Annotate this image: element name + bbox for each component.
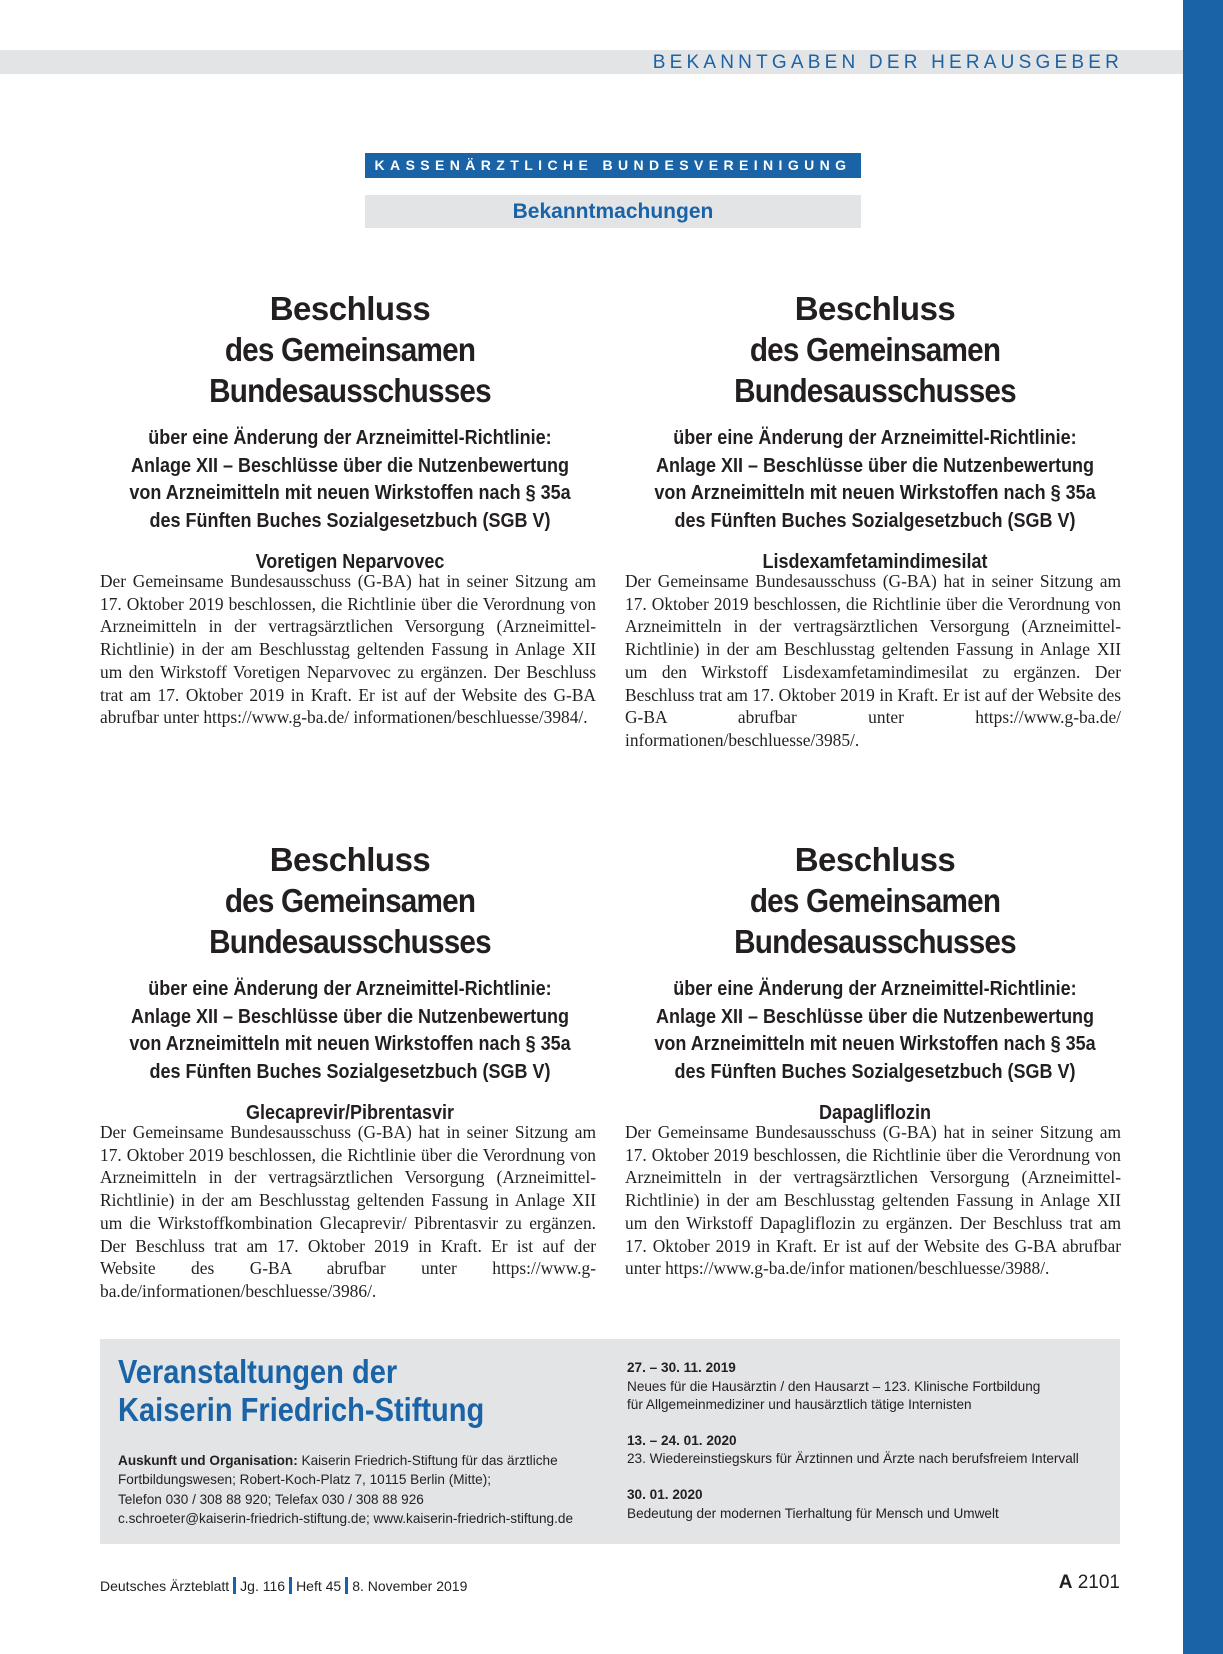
- footer-separator: [289, 1577, 292, 1594]
- events-title-line: Veranstaltungen der: [118, 1353, 398, 1390]
- subtitle-line: von Arzneimitteln mit neuen Wirkstoffen nach § 35a: [654, 482, 1096, 504]
- subtitle-line: über eine Änderung der Arzneimittel-Richtlinie:: [148, 427, 552, 449]
- footer-date: 8. November 2019: [352, 1578, 468, 1594]
- event-item: [627, 1486, 1107, 1523]
- events-title-line: Kaiserin Friedrich-Stiftung: [118, 1391, 485, 1428]
- article-title: Beschluss: [269, 841, 431, 878]
- footer-journal: Deutsches Ärzteblatt: [100, 1578, 230, 1594]
- subtitle-line: Anlage XII – Beschlüsse über die Nutzenbewertung: [655, 1005, 1095, 1028]
- contact-web[interactable]: c.schroeter@kaiserin-friedrich-stiftung.de; www.kaiserin-friedrich-stiftung.de: [118, 1510, 574, 1526]
- event-date: 13. – 24. 01. 2020: [627, 1432, 737, 1448]
- article-heading: [70, 288, 630, 576]
- subtitle-line: über eine Änderung der Arzneimittel-Richtlinie:: [673, 978, 1077, 1000]
- subtitle-line: Anlage XII – Beschlüsse über die Nutzenbewertung: [655, 454, 1095, 477]
- events-contact: [118, 1451, 638, 1528]
- page-number: [1059, 1572, 1120, 1594]
- article-title: Beschluss: [269, 290, 431, 327]
- event-item: [627, 1432, 1107, 1469]
- subtitle-line: von Arzneimitteln mit neuen Wirkstoffen nach § 35a: [129, 482, 571, 504]
- subtitle-line: Anlage XII – Beschlüsse über die Nutzenbewertung: [130, 1005, 570, 1028]
- contact-text: Kaiserin Friedrich-Stiftung für das ärztliche: [297, 1453, 558, 1468]
- category-banner: Bekanntmachungen: [365, 195, 861, 228]
- article-body: Der Gemeinsame Bundesausschuss (G-BA) hat in seiner Sitzung am 17. Oktober 2019 beschlossen, die Richtlinie über die Verordnung von Arzneimitteln in der vertragsärztlichen Versorgung (Arzneimittel-Richtlinie) in der am Beschlusstag geltenden Fassung in Anlage XII um die Wirkstoffkombination Glecaprevir/ Pibrentasvir zu ergänzen. Der Beschluss trat am 17. Oktober 2019 in Kraft. Er ist auf der Website des G-BA abrufbar unter https://www.g-ba.de/informationen/beschluesse/3986/.: [100, 1122, 596, 1301]
- side-color-band: [1183, 0, 1223, 1654]
- page-prefix: A: [1058, 1572, 1073, 1593]
- article-subtitle: [623, 976, 1127, 1086]
- footer-separator: [233, 1577, 236, 1594]
- drug-name: Dapagliflozin: [818, 1102, 931, 1124]
- subtitle-line: des Fünften Buches Sozialgesetzbuch (SGB V): [149, 1060, 551, 1083]
- drug-name: Glecaprevir/Pibrentasvir: [245, 1102, 455, 1124]
- event-item: [627, 1359, 1107, 1415]
- subtitle-line: des Fünften Buches Sozialgesetzbuch (SGB V): [149, 509, 551, 532]
- article-subtitle: [623, 425, 1127, 535]
- drug-name: Lisdexamfetamindimesilat: [762, 551, 988, 573]
- article-heading: [595, 288, 1155, 576]
- article-body: Der Gemeinsame Bundesausschuss (G-BA) hat in seiner Sitzung am 17. Oktober 2019 beschlossen, die Richtlinie über die Verordnung von Arzneimitteln in der vertragsärztlichen Versorgung (Arzneimittel-Richtlinie) in der am Beschlusstag geltenden Fassung in Anlage XII um den Wirkstoff Dapagliflozin zu ergänzen. Der Beschluss trat am 17. Oktober 2019 in Kraft. Er ist auf der Website des G-BA abrufbar unter https://www.g-ba.de/infor mationen/beschluesse/3988/.: [625, 1122, 1121, 1279]
- article-title-line2: des Gemeinsamen Bundesausschusses: [734, 331, 1016, 409]
- footer-separator: [345, 1577, 348, 1594]
- footer-volume: Jg. 116: [240, 1578, 286, 1594]
- article-title-line2: des Gemeinsamen Bundesausschusses: [209, 331, 491, 409]
- section-header-strip: [0, 50, 1183, 74]
- article-title-line2: des Gemeinsamen Bundesausschusses: [209, 882, 491, 960]
- page-footer: [100, 1572, 1120, 1597]
- article-title: Beschluss: [794, 290, 956, 327]
- subtitle-line: des Fünften Buches Sozialgesetzbuch (SGB V): [674, 509, 1076, 532]
- event-date: 27. – 30. 11. 2019: [627, 1360, 736, 1375]
- contact-label: Auskunft und Organisation:: [118, 1453, 298, 1468]
- article-title-line2: des Gemeinsamen Bundesausschusses: [734, 882, 1016, 960]
- drug-name: Voretigen Neparvovec: [255, 551, 445, 573]
- subtitle-line: über eine Änderung der Arzneimittel-Richtlinie:: [673, 427, 1077, 449]
- subtitle-line: von Arzneimitteln mit neuen Wirkstoffen nach § 35a: [129, 1033, 571, 1055]
- article-title: Beschluss: [794, 841, 956, 878]
- event-description: für Allgemeinmediziner und hausärztlich tätige Internisten: [627, 1397, 972, 1413]
- subtitle-line: über eine Änderung der Arzneimittel-Richtlinie:: [148, 978, 552, 1000]
- article-subtitle: [98, 976, 602, 1086]
- section-header-label: BEKANNTGABEN DER HERAUSGEBER: [652, 52, 1123, 73]
- event-date: 30. 01. 2020: [627, 1486, 703, 1502]
- event-description: 23. Wiedereinstiegskurs für Ärztinnen und Ärzte nach berufsfreiem Intervall: [627, 1451, 1079, 1467]
- event-description: Neues für die Hausärztin / den Hausarzt – 123. Klinische Fortbildung: [627, 1378, 1041, 1394]
- events-list: [627, 1359, 1107, 1540]
- article-heading: [595, 839, 1155, 1127]
- event-description: Bedeutung der modernen Tierhaltung für Mensch und Umwelt: [627, 1505, 999, 1521]
- article-heading: [70, 839, 630, 1127]
- article-body: Der Gemeinsame Bundesausschuss (G-BA) hat in seiner Sitzung am 17. Oktober 2019 beschlossen, die Richtlinie über die Verordnung von Arzneimitteln in der vertragsärztlichen Versorgung (Arzneimittel-Richtlinie) in der am Beschlusstag geltenden Fassung in Anlage XII um den Wirkstoff Lisdexamfetamindimesilat zu ergänzen. Der Beschluss trat am 17. Oktober 2019 in Kraft. Er ist auf der Website des G-BA abrufbar unter https://www.g-ba.de/ informationen/beschluesse/3985/.: [625, 571, 1121, 750]
- page-number-value: 2101: [1077, 1572, 1120, 1593]
- organization-banner: KASSENÄRZTLICHE BUNDESVEREINIGUNG: [365, 153, 861, 178]
- events-box: [100, 1339, 1120, 1544]
- article-body: Der Gemeinsame Bundesausschuss (G-BA) hat in seiner Sitzung am 17. Oktober 2019 beschlossen, die Richtlinie über die Verordnung von Arzneimitteln in der vertragsärztlichen Versorgung (Arzneimittel-Richtlinie) in der am Beschlusstag geltenden Fassung in Anlage XII um den Wirkstoff Voretigen Neparvovec zu ergänzen. Der Beschluss trat am 17. Oktober 2019 in Kraft. Er ist auf der Website des G-BA abrufbar unter https://www.g-ba.de/ informationen/beschluesse/3984/.: [100, 571, 596, 728]
- events-title: [118, 1353, 484, 1429]
- contact-phone: Telefon 030 / 308 88 920; Telefax 030 / 308 88 926: [118, 1491, 424, 1507]
- contact-address: Fortbildungswesen; Robert-Koch-Platz 7, 10115 Berlin (Mitte);: [118, 1472, 491, 1488]
- article-subtitle: [98, 425, 602, 535]
- subtitle-line: des Fünften Buches Sozialgesetzbuch (SGB V): [674, 1060, 1076, 1083]
- footer-issue: Heft 45: [296, 1578, 342, 1594]
- subtitle-line: von Arzneimitteln mit neuen Wirkstoffen nach § 35a: [654, 1033, 1096, 1055]
- subtitle-line: Anlage XII – Beschlüsse über die Nutzenbewertung: [130, 454, 570, 477]
